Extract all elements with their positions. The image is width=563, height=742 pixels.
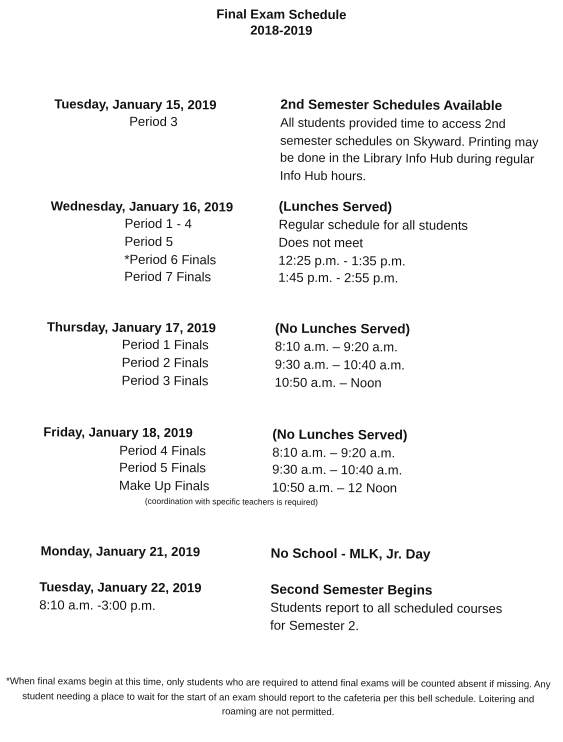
day-heading: (Lunches Served) — [278, 198, 393, 215]
day-time: 8:10 a.m. -3:00 p.m. — [39, 597, 156, 613]
day-date: Tuesday, January 22, 2019 — [39, 579, 202, 596]
period-label: *Period 6 Finals — [124, 251, 217, 268]
period-label: Period 5 — [124, 233, 173, 250]
footnote: *When final exams begin at this time, only students who are required to attend final exams will be counted absent if missing. Any student needing a place to wait for the start of an exam should report to the cafeteria per this bell schedule. Loitering and roaming are not permitted. — [6, 676, 551, 719]
period-time: 12:25 p.m. - 1:35 p.m. — [278, 252, 406, 269]
day-heading: No School - MLK, Jr. Day — [270, 545, 431, 562]
day-date: Friday, January 18, 2019 — [43, 424, 193, 441]
period-time: 9:30 a.m. – 10:40 a.m. — [272, 461, 403, 478]
period-time: Regular schedule for all students — [278, 216, 469, 233]
period-label: Period 7 Finals — [124, 268, 212, 285]
day-heading: (No Lunches Served) — [274, 320, 411, 337]
period-time: 9:30 a.m. – 10:40 a.m. — [274, 356, 405, 373]
day-heading: 2nd Semester Schedules Available — [280, 96, 503, 114]
period-label: Period 2 Finals — [121, 354, 209, 371]
day-date: Tuesday, January 15, 2019 — [54, 96, 217, 113]
period-label: Period 3 — [129, 113, 178, 130]
page-title: Final Exam Schedule — [216, 6, 347, 23]
day-date: Thursday, January 17, 2019 — [46, 319, 216, 336]
period-time: Does not meet — [278, 234, 364, 251]
period-time: 8:10 a.m. – 9:20 a.m. — [274, 338, 398, 355]
day-heading: Second Semester Begins — [270, 581, 433, 598]
makeup-note: (coordination with specific teachers is required) — [144, 495, 318, 507]
day-description: All students provided time to access 2nd semester schedules on Skyward. Printing may be done in the Library Info Hub during regular Info Hub hours. — [279, 115, 539, 183]
day-description: for Semester 2. — [270, 617, 360, 634]
period-time: 10:50 a.m. – 12 Noon — [271, 479, 398, 496]
day-heading: (No Lunches Served) — [272, 426, 408, 443]
period-label: Make Up Finals — [118, 477, 210, 494]
period-label: Period 4 Finals — [119, 442, 207, 459]
period-time: 1:45 p.m. - 2:55 p.m. — [278, 269, 399, 286]
day-date: Wednesday, January 16, 2019 — [50, 198, 234, 215]
day-date: Monday, January 21, 2019 — [40, 543, 201, 560]
period-time: 10:50 a.m. – Noon — [274, 374, 382, 391]
period-label: Period 3 Finals — [121, 372, 209, 389]
page-year: 2018-2019 — [250, 22, 313, 38]
day-description: Students report to all scheduled courses — [270, 599, 503, 617]
period-time: 8:10 a.m. – 9:20 a.m. — [272, 444, 396, 461]
period-label: Period 1 Finals — [121, 336, 209, 353]
period-label: Period 1 - 4 — [124, 215, 192, 232]
period-label: Period 5 Finals — [119, 459, 206, 476]
